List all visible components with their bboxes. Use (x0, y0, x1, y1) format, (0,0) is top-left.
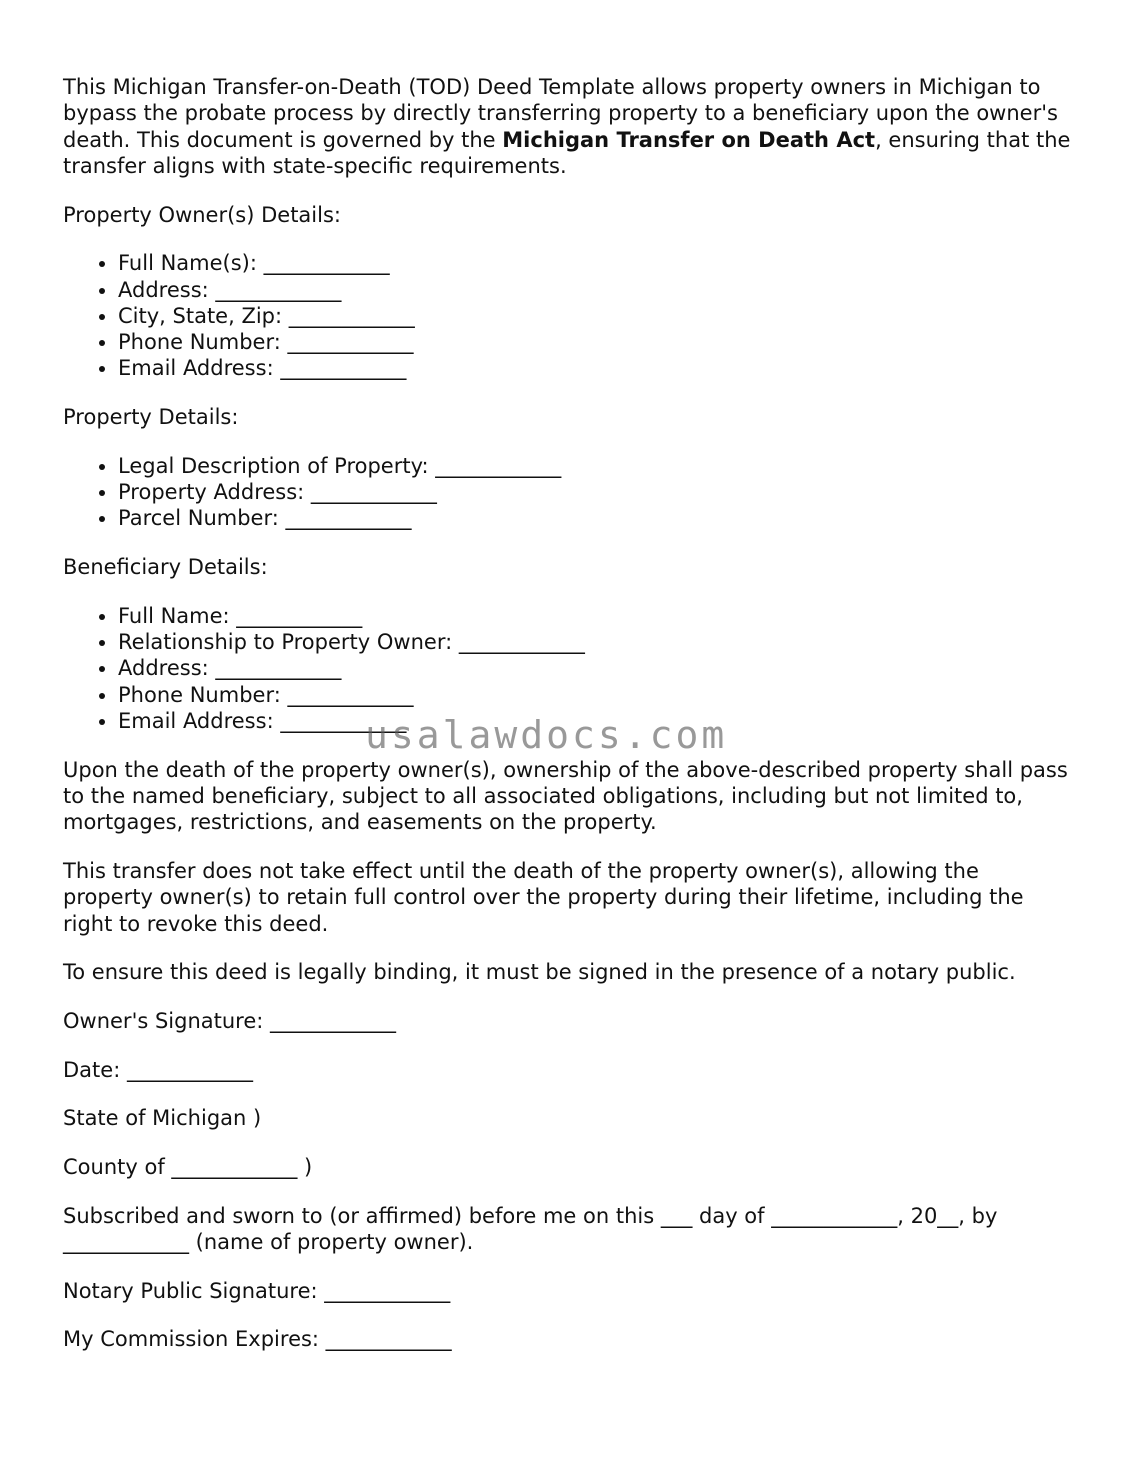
county-line: County of ____________ ) (63, 1154, 313, 1179)
intro-text-before: This Michigan Transfer-on-Death (TOD) Deed Template allows property owners in Michigan to bypass the probate process by directly transferring property to a beneficiary upon the owner's death. This document is governed by the (63, 75, 1058, 152)
list-item: • Parcel Number: ____________ (118, 505, 1073, 531)
intro-act-name: Michigan Transfer on Death Act (502, 127, 876, 152)
list-item: • Address: ____________ (118, 277, 1073, 303)
list-item: • Property Address: ____________ (118, 479, 1073, 505)
intro-text-after: , ensuring that the transfer aligns with state-specific requirements. (63, 127, 1071, 178)
intro-paragraph (63, 74, 1073, 179)
list-item: • Legal Description of Property: ____________ (118, 453, 1073, 479)
beneficiary-section-heading: Beneficiary Details: (63, 555, 268, 580)
owner-section-heading: Property Owner(s) Details: (63, 202, 341, 227)
watermark: usalawdocs.com (365, 713, 728, 757)
date-line: Date: ____________ (63, 1057, 253, 1082)
property-details-list (63, 453, 1073, 532)
owner-signature-line: Owner's Signature: ____________ (63, 1008, 397, 1033)
list-item: • Full Name(s): ____________ (118, 250, 1073, 276)
notary-note-paragraph: To ensure this deed is legally binding, it must be signed in the presence of a notary public. (63, 960, 1016, 985)
property-section-heading: Property Details: (63, 405, 239, 430)
beneficiary-details-list (63, 603, 1073, 734)
sworn-paragraph: Subscribed and sworn to (or affirmed) before me on this ___ day of ____________, 20__, by ____________ (name of property owner). (63, 1203, 998, 1254)
commission-expires-line: My Commission Expires: ____________ (63, 1327, 452, 1352)
effect-paragraph: This transfer does not take effect until the death of the property owner(s), allowing the property owner(s) to retain full control over the property during their lifetime, including the right to revoke this deed. (63, 858, 1024, 936)
list-item: • Phone Number: ____________ (118, 682, 1073, 708)
list-item: • Full Name: ____________ (118, 603, 1073, 629)
list-item: • Email Address: ____________ (118, 355, 1073, 381)
owner-details-list (63, 250, 1073, 381)
notary-signature-line: Notary Public Signature: ____________ (63, 1278, 451, 1303)
list-item: • Phone Number: ____________ (118, 329, 1073, 355)
state-line: State of Michigan ) (63, 1106, 262, 1131)
document-body (63, 74, 1073, 1375)
list-item: • City, State, Zip: ____________ (118, 303, 1073, 329)
list-item: • Relationship to Property Owner: ____________ (118, 629, 1073, 655)
transfer-paragraph: Upon the death of the property owner(s), ownership of the above-described property shall pass to the named beneficiary, subject to all associated obligations, including but not limited to, mortgages, restrictions, and easements on the property. (63, 757, 1068, 835)
list-item: • Email Address: ____________ (118, 708, 1073, 734)
list-item: • Address: ____________ (118, 655, 1073, 681)
